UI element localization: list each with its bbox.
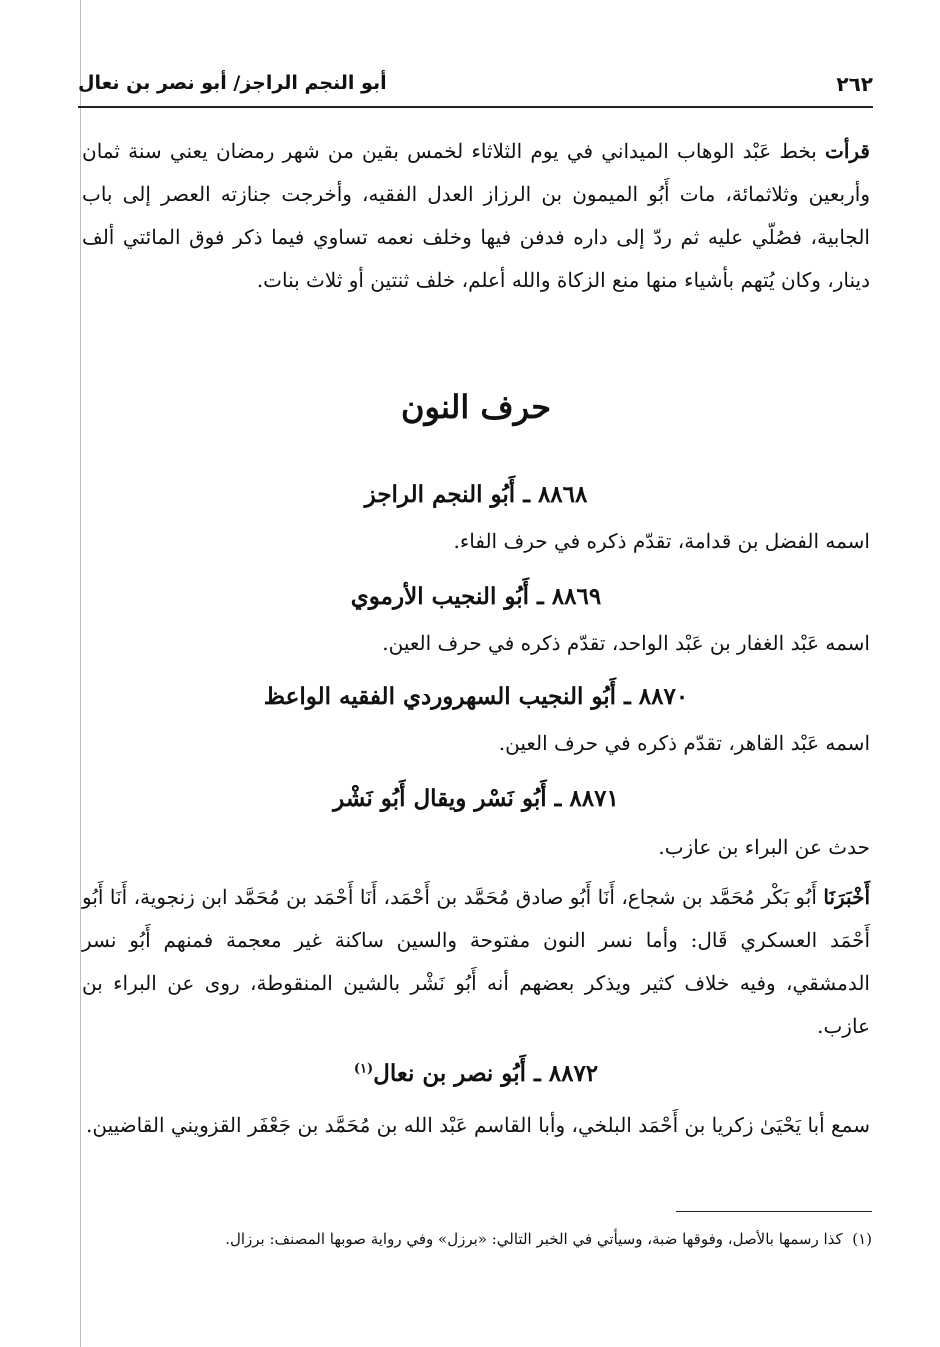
narration-lead-word: أَخْبَرَنَا: [823, 885, 870, 909]
running-title: أبو النجم الراجز/ أبو نصر بن نعال: [78, 72, 387, 94]
entry-body: اسمه عَبْد الغفار بن عَبْد الواحد، تقدّم ذكره في حرف العين.: [382, 631, 870, 655]
footnote-text: كذا رسمها بالأصل، وفوقها ضبة، وسيأتي في الخبر التالي: «برزل» وفي رواية صوبها المصنف: برزال.: [225, 1230, 843, 1248]
intro-text: بخط عَبْد الوهاب الميداني في يوم الثلاثاء لخمس بقين من شهر رمضان يعني سنة ثمان وأربعين وثلاثمائة، مات أَبُو الميمون بن الرزاز العدل الفقيه، وأخرجت جنازته العصر إلى باب الجابية، فصُلّي عليه ثم ردّ إلى داره فدفن فيها وخلف نعمه تساوي فيما ذكر فوق المائتي ألف دينار، وكان يُتهم بأشياء منها منع الزكاة والله أعلم، خلف ثنتين أو ثلاث بنات.: [82, 139, 870, 292]
section-title: حرف النون: [400, 388, 552, 426]
entry-heading: ٨٨٦٩ ـ أَبُو النجيب الأرموي: [350, 583, 602, 610]
intro-paragraph: [82, 130, 870, 302]
footnote-reference[interactable]: (١): [353, 1061, 374, 1077]
entry-heading: ٨٨٦٨ ـ أَبُو النجم الراجز: [364, 481, 588, 508]
footnote-separator: [676, 1211, 872, 1212]
narration-text: أَبُو بَكْر مُحَمَّد بن شجاع، أَنَا أَبُو صادق مُحَمَّد بن أَحْمَد، أَنَا أَحْمَد بن مُحَمَّد ابن زنجوية، أَنَا أَبُو أَحْمَد العسكري قَال: وأما نسر النون مفتوحة والسين ساكنة غير معجمة فمنهم أَبُو نسر الدمشقي، وفيه خلاف كثير ويذكر بعضهم أنه أَبُو نَشْر بالشين المنقوطة، روى عن البراء بن عازب.: [82, 885, 870, 1038]
intro-lead-word: قرأت: [825, 139, 870, 163]
entry-body: اسمه الفضل بن قدامة، تقدّم ذكره في حرف الفاء.: [453, 529, 870, 553]
entry-heading: ٨٨٧٠ ـ أَبُو النجيب السهروردي الفقيه الواعظ: [263, 683, 689, 710]
entry-heading: [82, 1060, 870, 1087]
page-number: ٢٦٢: [836, 72, 873, 96]
entry-body: سمع أبا يَحْيَىٰ زكريا بن أَحْمَد البلخي، وأبا القاسم عَبْد الله بن مُحَمَّد بن جَعْفَر القزويني القاضيين.: [86, 1113, 870, 1137]
narration-paragraph: [82, 876, 870, 1048]
entry-heading-text: ٨٨٧٢ ـ أَبُو نصر بن نعال: [373, 1060, 599, 1087]
binding-line: [80, 0, 81, 1347]
entry-heading: ٨٨٧١ ـ أَبُو نَسْر ويقال أَبُو نَشْر: [333, 785, 619, 812]
footnote: [82, 1226, 872, 1252]
page-header: [78, 70, 873, 108]
entry-body: حدث عن البراء بن عازب.: [658, 835, 870, 859]
footnote-number: (١): [852, 1230, 872, 1248]
entry-body: اسمه عَبْد القاهر، تقدّم ذكره في حرف العين.: [498, 731, 870, 755]
